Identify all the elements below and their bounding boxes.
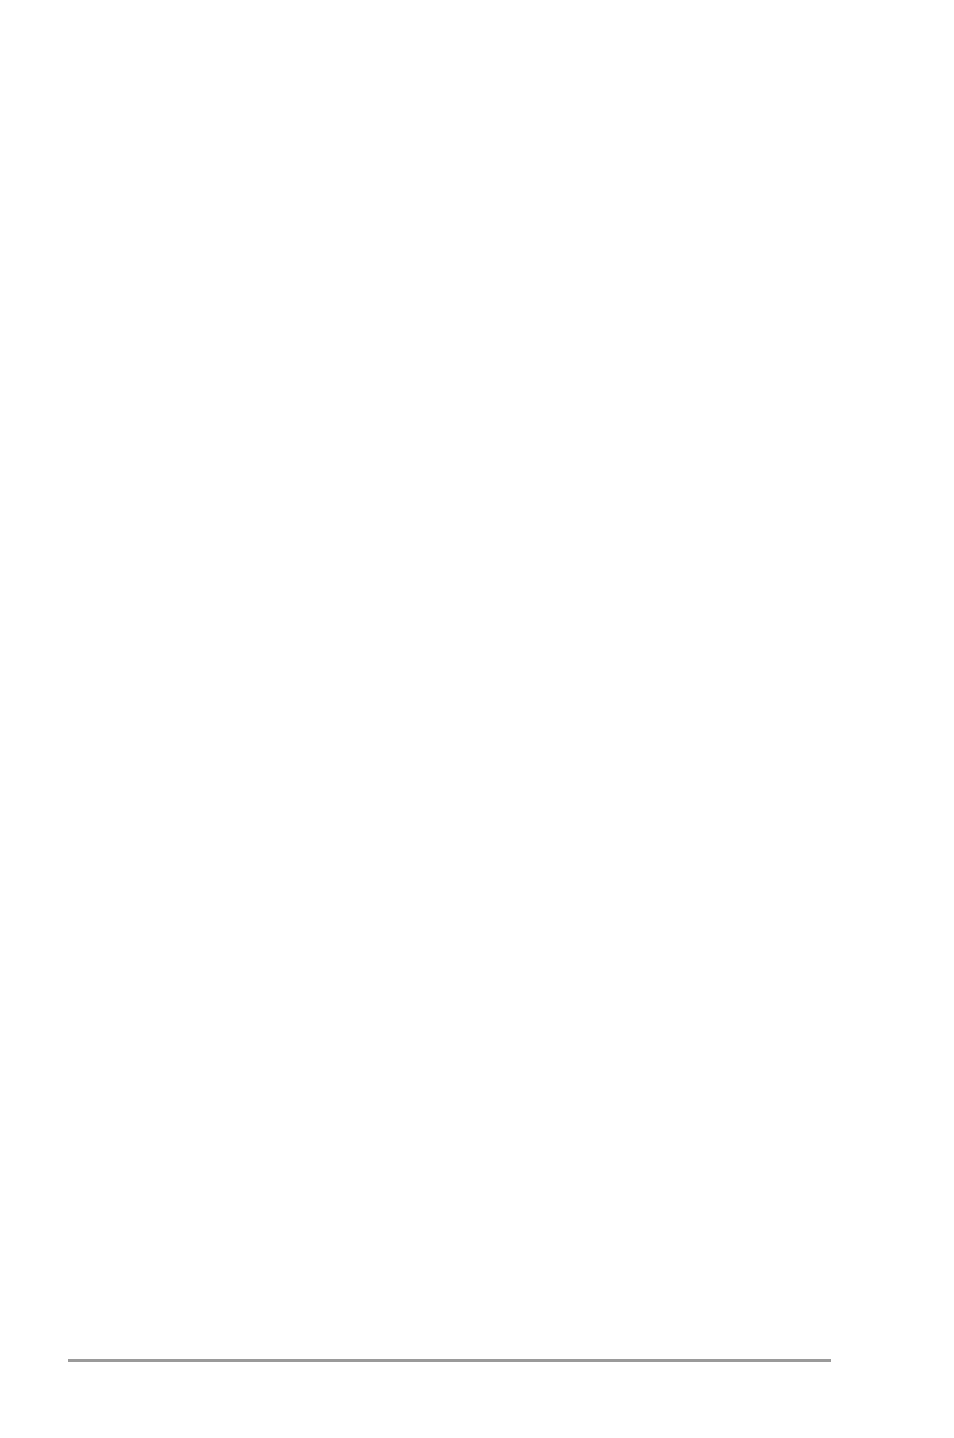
section-rtc bbox=[116, 150, 832, 156]
page-content bbox=[116, 118, 832, 168]
footer-divider bbox=[68, 1359, 831, 1362]
